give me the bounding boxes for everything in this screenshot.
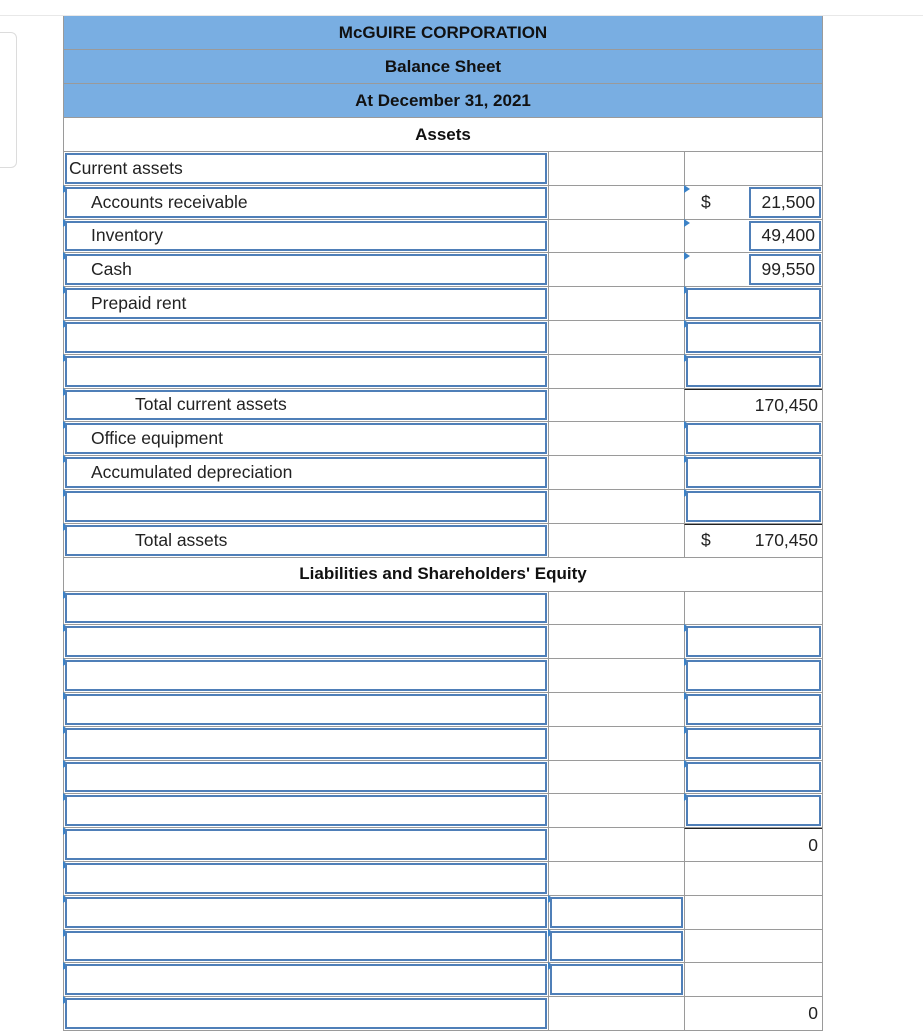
liability-amount-field[interactable] [686, 795, 821, 826]
table-row [63, 456, 823, 490]
table-row [63, 963, 823, 997]
liability-label-field[interactable] [65, 829, 547, 860]
table-row [63, 625, 823, 659]
current-assets-label-field[interactable] [65, 153, 547, 184]
account-label-field[interactable] [65, 356, 547, 387]
table-row [63, 321, 823, 355]
table-row [63, 220, 823, 254]
dollar-sign: $ [701, 530, 711, 551]
accumulated-depreciation-label-field[interactable]: Accumulated depreciation [65, 457, 547, 488]
accounts-receivable-amount-field[interactable]: 21,500 [749, 187, 821, 218]
equity-label-field[interactable] [65, 897, 547, 928]
equity-amount-field[interactable] [550, 931, 683, 962]
table-row [63, 355, 823, 389]
cash-amount-field[interactable]: 99,550 [749, 254, 821, 285]
table-row [63, 592, 823, 626]
liability-amount-field[interactable] [686, 728, 821, 759]
equity-label-field[interactable] [65, 931, 547, 962]
prepaid-rent-amount-field[interactable] [686, 288, 821, 319]
table-row [63, 862, 823, 896]
liabilities-subtotal-value: 0 [808, 834, 818, 855]
office-equipment-label-field[interactable]: Office equipment [65, 423, 547, 454]
statement-title: Balance Sheet [63, 50, 823, 84]
office-equipment-amount-field[interactable] [686, 423, 821, 454]
page-top-edge [0, 0, 923, 16]
table-row [63, 490, 823, 524]
table-row [63, 727, 823, 761]
cash-label-field[interactable]: Cash [65, 254, 547, 285]
table-row [63, 524, 823, 558]
liability-amount-field[interactable] [686, 762, 821, 793]
accumulated-depreciation-amount-field[interactable] [686, 457, 821, 488]
liability-label-field[interactable] [65, 593, 547, 624]
liability-amount-field[interactable] [686, 694, 821, 725]
prepaid-rent-label-field[interactable]: Prepaid rent [65, 288, 547, 319]
equity-amount-field[interactable] [550, 897, 683, 928]
inventory-label-field[interactable]: Inventory [65, 221, 547, 252]
table-row [63, 659, 823, 693]
table-row [63, 794, 823, 828]
inventory-amount-field[interactable]: 49,400 [749, 221, 821, 252]
equity-label-field[interactable] [65, 964, 547, 995]
table-row [63, 152, 823, 186]
table-row [63, 761, 823, 795]
current-assets-label: Current assets [69, 157, 183, 178]
table-row [63, 693, 823, 727]
total-assets-label-field[interactable]: Total assets [65, 525, 547, 556]
total-current-assets-label-field[interactable]: Total current assets [65, 390, 547, 421]
table-row [63, 997, 823, 1031]
table-row [63, 253, 823, 287]
total-current-assets-value: 170,450 [754, 394, 818, 415]
company-name: McGUIRE CORPORATION [63, 16, 823, 50]
account-amount-field[interactable] [686, 491, 821, 522]
account-label-field[interactable] [65, 491, 547, 522]
table-row [63, 930, 823, 964]
liability-amount-field[interactable] [686, 626, 821, 657]
liabilities-equity-heading: Liabilities and Shareholders' Equity [63, 558, 823, 592]
account-label-field[interactable] [65, 322, 547, 353]
statement-date: At December 31, 2021 [63, 84, 823, 118]
liability-amount-field[interactable] [686, 660, 821, 691]
side-panel-edge [0, 32, 17, 168]
account-amount-field[interactable] [686, 322, 821, 353]
liability-label-field[interactable] [65, 762, 547, 793]
table-row [63, 186, 823, 220]
liability-label-field[interactable] [65, 626, 547, 657]
equity-amount-field[interactable] [550, 964, 683, 995]
table-row [63, 389, 823, 423]
table-row [63, 828, 823, 862]
equity-label-field[interactable] [65, 998, 547, 1029]
dropdown-indicator-icon[interactable] [684, 219, 690, 227]
equity-total-value: 0 [808, 1003, 818, 1024]
liability-label-field[interactable] [65, 728, 547, 759]
table-row [63, 287, 823, 321]
dollar-sign: $ [701, 191, 711, 212]
accounts-receivable-label-field[interactable]: Accounts receivable [65, 187, 547, 218]
liability-label-field[interactable] [65, 694, 547, 725]
balance-sheet-table [63, 16, 823, 1031]
total-assets-value: 170,450 [754, 530, 818, 551]
dropdown-indicator-icon[interactable] [684, 252, 690, 260]
table-row [63, 896, 823, 930]
liability-label-field[interactable] [65, 795, 547, 826]
account-amount-field[interactable] [686, 356, 821, 387]
equity-label-field[interactable] [65, 863, 547, 894]
assets-heading: Assets [63, 118, 823, 152]
liability-label-field[interactable] [65, 660, 547, 691]
table-row [63, 422, 823, 456]
dropdown-indicator-icon[interactable] [684, 185, 690, 193]
